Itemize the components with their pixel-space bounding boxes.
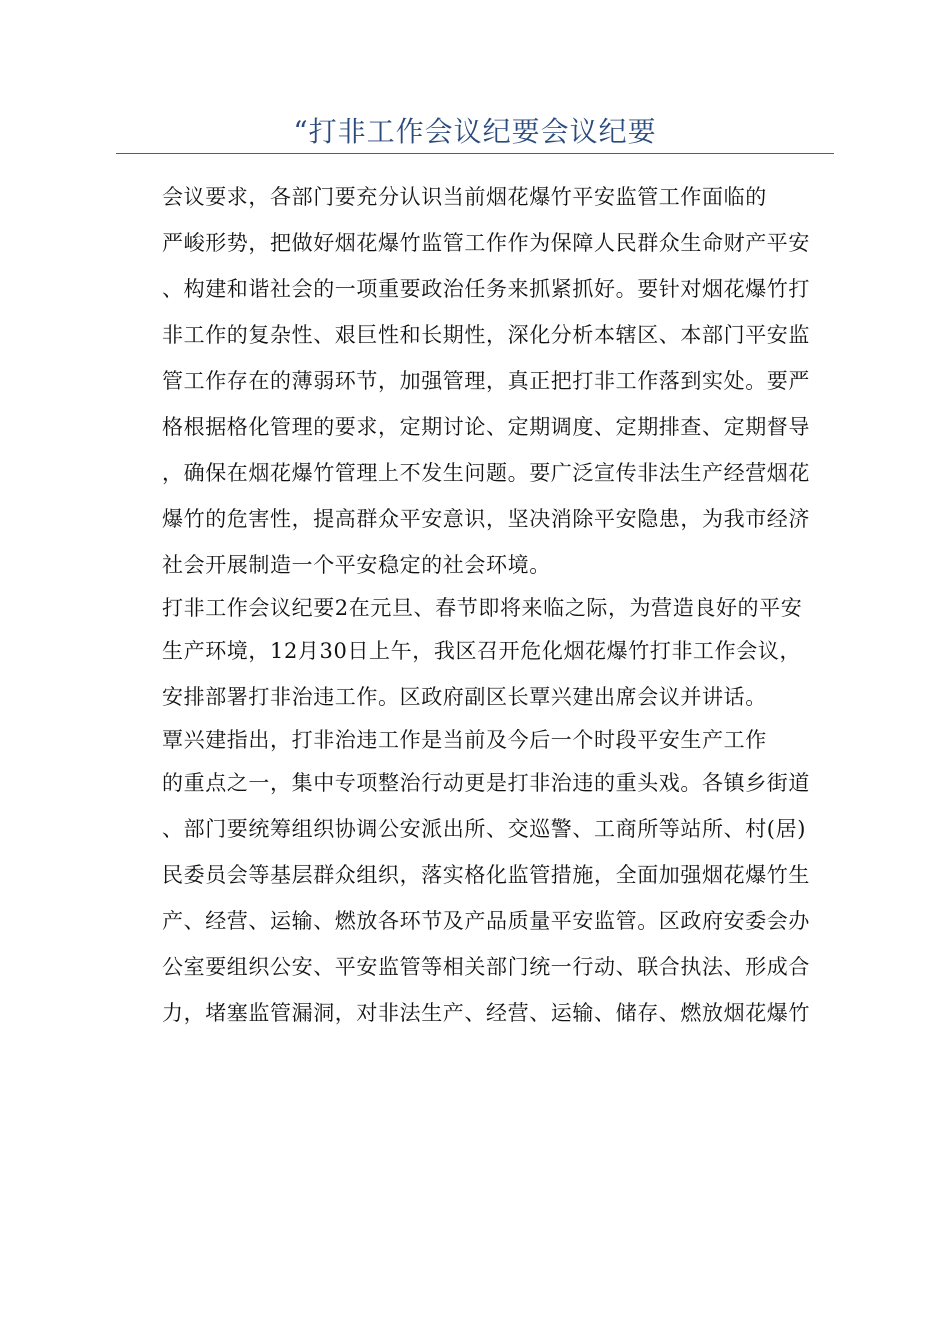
body-line: 会议要求，各部门要充分认识当前烟花爆竹平安监管工作面临的 (162, 185, 767, 209)
body-line: 打非工作会议纪要2在元旦、春节即将来临之际，为营造良好的平安 (162, 596, 803, 620)
body-line: 严峻形势，把做好烟花爆竹监管工作作为保障人民群众生命财产平安 (162, 231, 810, 255)
body-line: 社会开展制造一个平安稳定的社会环境。 (162, 553, 551, 577)
document-title: “打非工作会议纪要会议纪要 (293, 115, 657, 148)
body-line: ，确保在烟花爆竹管理上不发生问题。要广泛宣传非法生产经营烟花 (162, 461, 810, 485)
body-line: 、构建和谐社会的一项重要政治任务来抓紧抓好。要针对烟花爆竹打 (162, 277, 810, 301)
body-line: 公室要组织公安、平安监管等相关部门统一行动、联合执法、形成合 (162, 955, 810, 979)
body-line: 民委员会等基层群众组织，落实格化监管措施，全面加强烟花爆竹生 (162, 863, 810, 887)
title-underline (116, 153, 834, 154)
body-line: 爆竹的危害性，提高群众平安意识，坚决消除平安隐患，为我市经济 (162, 507, 810, 531)
body-line: 、部门要统筹组织协调公安派出所、交巡警、工商所等站所、村(居) (162, 817, 806, 841)
body-line: 覃兴建指出，打非治违工作是当前及今后一个时段平安生产工作 (162, 728, 767, 752)
body-line: 产、经营、运输、燃放各环节及产品质量平安监管。区政府安委会办 (162, 909, 810, 933)
body-line: 安排部署打非治违工作。区政府副区长覃兴建出席会议并讲话。 (162, 685, 767, 709)
body-line: 管工作存在的薄弱环节，加强管理，真正把打非工作落到实处。要严 (162, 369, 810, 393)
document-body (162, 174, 842, 1036)
body-line: 的重点之一，集中专项整治行动更是打非治违的重头戏。各镇乡街道 (162, 771, 810, 795)
body-line: 格根据格化管理的要求，定期讨论、定期调度、定期排查、定期督导 (162, 415, 810, 439)
body-line: 非工作的复杂性、艰巨性和长期性，深化分析本辖区、本部门平安监 (162, 323, 810, 347)
body-line: 力，堵塞监管漏洞，对非法生产、经营、运输、储存、燃放烟花爆竹 (162, 1001, 810, 1025)
body-line: 生产环境，12月30日上午，我区召开危化烟花爆竹打非工作会议， (162, 639, 802, 663)
